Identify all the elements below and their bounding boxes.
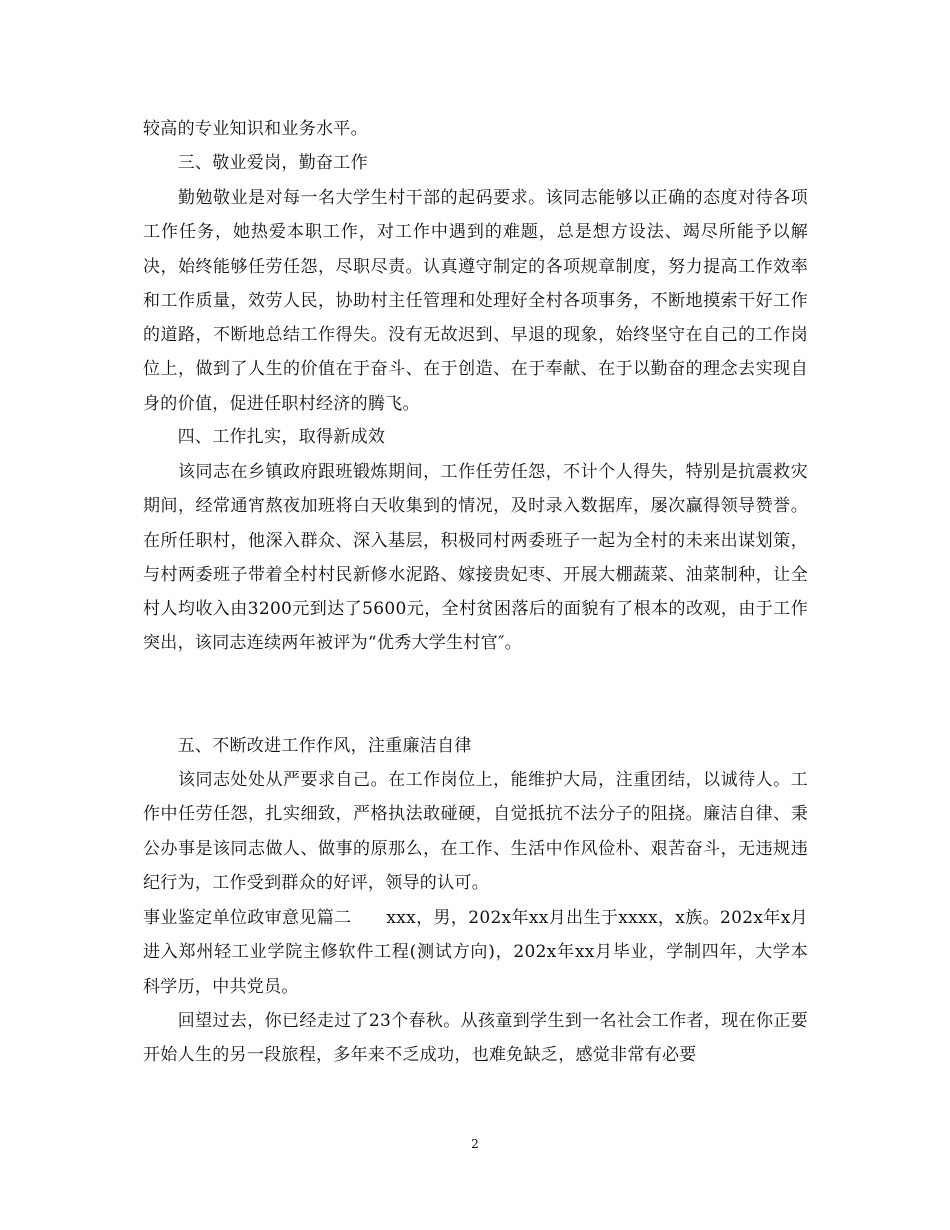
heading-section-3: 三、敬业爱岗，勤奋工作 bbox=[143, 153, 368, 173]
paragraph-section-5: 该同志处处从严要求自己。在工作岗位上，能维护大局，注重团结，以诚待人。工作中任劳任怨，扎实细致，严格执法敢碰硬，自觉抵抗不法分子的阻挠。廉洁自律、秉公办事是该同志做人、做事的原那么，在工作、生活中作风俭朴、艰苦奋斗，无违规违纪行为，工作受到群众的好评，领导的认可。 bbox=[143, 770, 808, 893]
paragraph-section-3: 勤勉敬业是对每一名大学生村干部的起码要求。该同志能够以正确的态度对待各项工作任务，她热爱本职工作，对工作中遇到的难题，总是想方设法、竭尽所能予以解决，始终能够任劳任怨，尽职尽责。认真遵守制定的各项规章制度，努力提高工作效率和工作质量，效劳人民，协助村主任管理和处理好全村各项事务，不断地摸索干好工作的道路，不断地总结工作得失。没有无故迟到、早退的现象，始终坚守在自己的工作岗位上，做到了人生的价值在于奋斗、在于创造、在于奉献、在于以勤奋的理念去实现自身的价值，促进任职村经济的腾飞。 bbox=[143, 188, 808, 414]
page-number: 2 bbox=[471, 1137, 479, 1151]
paragraph-section-4: 该同志在乡镇政府跟班锻炼期间，工作任劳任怨，不计个人得失，特别是抗震救灾期间，经常通宵熬夜加班将白天收集到的情况，及时录入数据库，屡次赢得领导赞誉。在所任职村，他深入群众、深入基层，积极同村两委班子一起为全村的未来出谋划策，与村两委班子带着全村村民新修水泥路、嫁接贵妃枣、开展大棚蔬菜、油菜制种，让全村人均收入由3200元到达了5600元，全村贫困落后的面貌有了根本的改观，由于工作突出，该同志连续两年被评为“优秀大学生村官″。 bbox=[143, 462, 808, 654]
paragraph-continuation: 较高的专业知识和业务水平。 bbox=[143, 119, 368, 139]
heading-section-5: 五、不断改进工作作风，注重廉洁自律 bbox=[143, 736, 472, 756]
paragraph-retrospective: 回望过去，你已经走过了23个春秋。从孩童到学生到一名社会工作者，现在你正要开始人生的另一段旅程，多年来不乏成功，也难免缺乏，感觉非常有必要 bbox=[143, 1011, 808, 1066]
heading-section-4: 四、工作扎实，取得新成效 bbox=[143, 427, 386, 447]
paragraph-part-two-intro: 事业鉴定单位政审意见篇二 xxx，男，202x年xx月出生于xxxx，x族。202x年x月进入郑州轻工业学院主修软件工程(测试方向)，202x年xx月毕业，学制四年，大学本科学历，中共党员。 bbox=[143, 908, 808, 997]
